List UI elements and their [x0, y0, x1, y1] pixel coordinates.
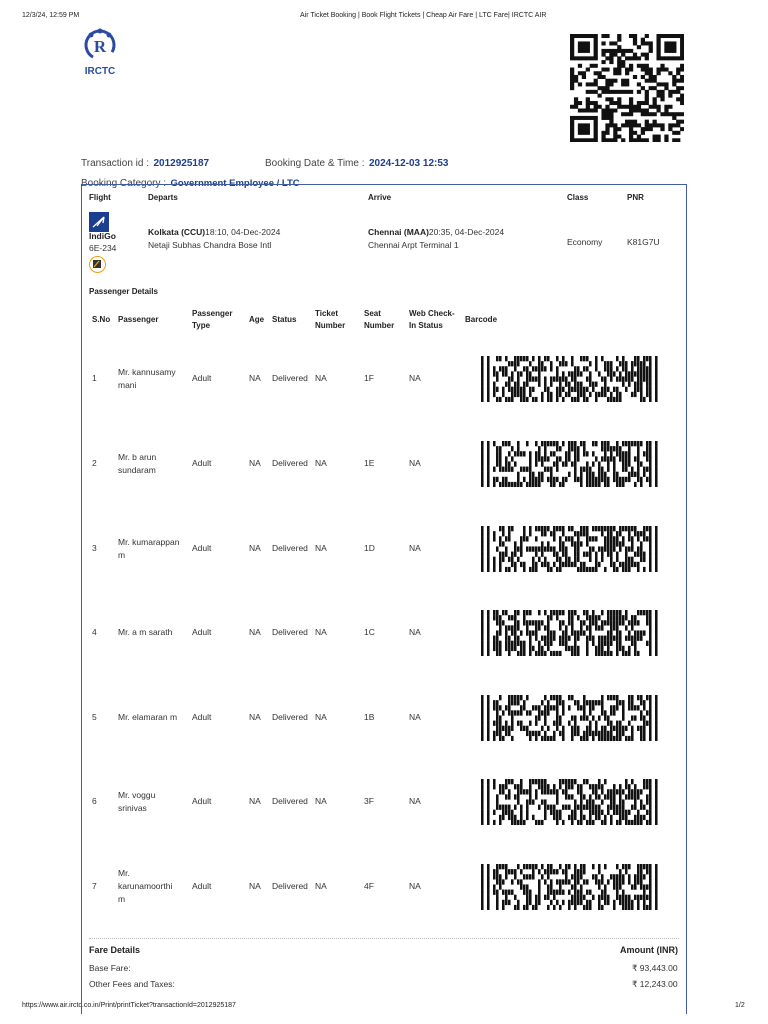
airline-logo-icon	[89, 212, 109, 232]
flight-number: 6E-234	[89, 243, 117, 253]
passenger-details-title: Passenger Details	[89, 287, 158, 296]
row-ticket: NA	[315, 543, 327, 553]
header-flight: Flight	[89, 193, 111, 202]
header-pnr: PNR	[627, 193, 644, 202]
row-web: NA	[409, 373, 421, 383]
row-type: Adult	[192, 796, 212, 806]
header-passenger: Passenger	[118, 315, 159, 324]
row-seat: 1D	[364, 543, 375, 553]
depart-time: 18:10, 04-Dec-2024	[205, 227, 281, 237]
row-type: Adult	[192, 712, 212, 722]
row-seat: 4F	[364, 881, 374, 891]
row-web: NA	[409, 712, 421, 722]
row-status: Delivered	[272, 373, 308, 383]
header-passenger-type: Passenger Type	[192, 309, 233, 330]
other-fees-value: ₹ 12,243.00	[632, 979, 678, 989]
print-page-title: Air Ticket Booking | Book Flight Tickets | Cheap Air Fare | LTC Fare| IRCTC AIR	[300, 12, 547, 19]
row-age: NA	[249, 543, 261, 553]
other-fees-label: Other Fees and Taxes:	[89, 979, 175, 989]
row-type: Adult	[192, 627, 212, 637]
header-sno: S.No	[92, 315, 111, 324]
depart-airport: Netaji Subhas Chandra Bose Intl	[148, 240, 272, 250]
row-status: Delivered	[272, 543, 308, 553]
row-passenger: Mr. karunamoorthi m	[118, 868, 173, 904]
row-seat: 1F	[364, 373, 374, 383]
base-fare-label: Base Fare:	[89, 963, 131, 973]
fare-details-title: Fare Details	[89, 945, 141, 955]
print-datetime: 12/3/24, 12:59 PM	[22, 12, 80, 19]
row-passenger: Mr. a m sarath	[118, 627, 173, 637]
print-page-number: 1/2	[735, 1002, 745, 1009]
row-age: NA	[249, 373, 261, 383]
irctc-logo	[80, 28, 120, 77]
row-status: Delivered	[272, 881, 308, 891]
row-seat: 3F	[364, 796, 374, 806]
boarding-barcode	[481, 610, 661, 656]
row-seat: 1E	[364, 458, 375, 468]
fare-divider	[89, 938, 679, 939]
row-sno: 2	[92, 458, 97, 468]
row-age: NA	[249, 458, 261, 468]
irctc-emblem-icon	[80, 28, 120, 62]
row-ticket: NA	[315, 458, 327, 468]
boarding-barcode	[481, 779, 661, 825]
row-status: Delivered	[272, 627, 308, 637]
transaction-id-value: 2012925187	[153, 158, 210, 169]
row-sno: 4	[92, 627, 97, 637]
row-passenger: Mr. kannusamy mani	[118, 367, 176, 390]
print-url: https://www.air.irctc.co.in/Print/printTicket?transactionId=2012925187	[22, 1002, 236, 1009]
row-age: NA	[249, 712, 261, 722]
booking-category-label: Booking Category :	[81, 178, 167, 189]
row-sno: 6	[92, 796, 97, 806]
boarding-barcode	[481, 864, 661, 910]
row-seat: 1C	[364, 627, 375, 637]
transaction-id-label: Transaction id :	[81, 158, 149, 169]
booking-date-value: 2024-12-03 12:53	[368, 158, 449, 169]
qr-code	[570, 34, 684, 142]
row-web: NA	[409, 458, 421, 468]
row-web: NA	[409, 881, 421, 891]
boarding-barcode	[481, 695, 661, 741]
row-seat: 1B	[364, 712, 375, 722]
row-web: NA	[409, 796, 421, 806]
row-age: NA	[249, 881, 261, 891]
row-ticket: NA	[315, 796, 327, 806]
row-web: NA	[409, 627, 421, 637]
row-passenger: Mr. voggu srinivas	[118, 790, 156, 813]
travel-class: Economy	[567, 237, 603, 247]
header-age: Age	[249, 315, 265, 324]
header-barcode: Barcode	[465, 315, 498, 324]
row-age: NA	[249, 627, 261, 637]
row-passenger: Mr. b arun sundaram	[118, 452, 157, 475]
row-web: NA	[409, 543, 421, 553]
row-passenger: Mr. elamaran m	[118, 712, 178, 722]
header-status: Status	[272, 315, 297, 324]
row-type: Adult	[192, 543, 212, 553]
header-ticket-number: Ticket Number	[315, 309, 346, 330]
header-arrive: Arrive	[368, 193, 392, 202]
row-type: Adult	[192, 458, 212, 468]
ltc-badge-icon	[89, 256, 106, 273]
row-ticket: NA	[315, 881, 327, 891]
header-web-checkin: Web Check- In Status	[409, 309, 455, 330]
svg-text:R: R	[93, 37, 107, 56]
row-status: Delivered	[272, 458, 308, 468]
row-ticket: NA	[315, 373, 327, 383]
depart-city: Kolkata (CCU)	[148, 227, 206, 237]
base-fare-value: ₹ 93,443.00	[632, 963, 678, 973]
row-status: Delivered	[272, 796, 308, 806]
row-type: Adult	[192, 373, 212, 383]
boarding-barcode	[481, 441, 661, 487]
header-departs: Departs	[148, 193, 178, 202]
row-sno: 1	[92, 373, 97, 383]
booking-date-label: Booking Date & Time :	[265, 158, 365, 169]
row-passenger: Mr. kumarappan m	[118, 537, 180, 560]
row-status: Delivered	[272, 712, 308, 722]
header-seat-number: Seat Number	[364, 309, 395, 330]
fare-amount-header: Amount (INR)	[620, 945, 678, 955]
pnr-value: K81G7U	[627, 237, 660, 247]
row-ticket: NA	[315, 627, 327, 637]
row-sno: 3	[92, 543, 97, 553]
irctc-logo-text: IRCTC	[84, 66, 116, 77]
arrive-time: 20:35, 04-Dec-2024	[428, 227, 505, 237]
airline-name: IndiGo	[89, 231, 116, 241]
arrive-airport: Chennai Arpt Terminal 1	[368, 240, 459, 250]
boarding-barcode	[481, 356, 661, 402]
row-sno: 5	[92, 712, 97, 722]
booking-category-value: Government Employee / LTC	[170, 178, 300, 189]
boarding-barcode	[481, 526, 661, 572]
row-ticket: NA	[315, 712, 327, 722]
row-sno: 7	[92, 881, 97, 891]
row-age: NA	[249, 796, 261, 806]
row-type: Adult	[192, 881, 212, 891]
header-class: Class	[567, 193, 589, 202]
arrive-city: Chennai (MAA)	[368, 227, 429, 237]
